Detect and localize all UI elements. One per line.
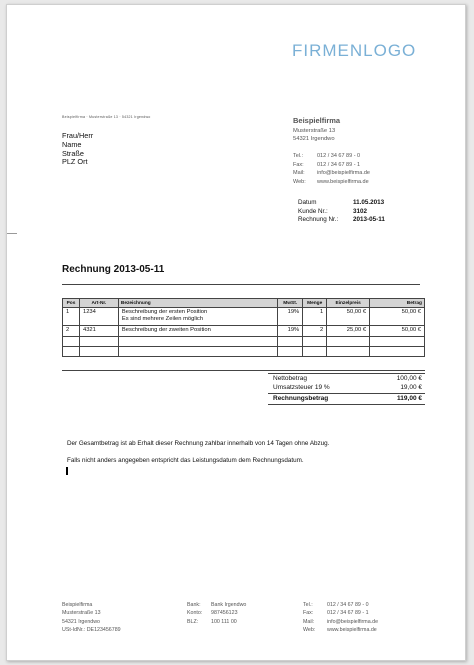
- sender-return-line: Beispielfirma · Musterstraße 13 · 54321 Irgendwo: [62, 115, 151, 119]
- sums-mid-divider: [268, 393, 425, 394]
- footer-web: Web: www.beispielfirma.de: [303, 627, 377, 634]
- footer-company-name: Beispielfirma: [62, 602, 93, 608]
- cell-pos: 1: [63, 308, 80, 326]
- fold-mark: [7, 233, 17, 234]
- recipient-name: Name: [62, 139, 82, 149]
- recipient-street: Straße: [62, 148, 84, 158]
- table-bottom-divider: [62, 370, 425, 371]
- sums-top-divider: [268, 373, 425, 374]
- footer-mail: Mail: info@beispielfirma.de: [303, 618, 379, 625]
- total-label: Rechnungsbetrag: [273, 395, 329, 402]
- company-address: [293, 127, 335, 143]
- payment-terms-note: Der Gesamtbetrag ist ab Erhalt dieser Rechnung zahlbar innerhalb von 14 Tagen ohne Abzug.: [67, 440, 330, 447]
- meta-customer-no: Kunde Nr.: 3102: [298, 207, 368, 215]
- cell-vat: 19%: [278, 326, 303, 337]
- header-quantity: Menge: [303, 299, 327, 308]
- service-date-note: Falls nicht anders angegeben entspricht das Leistungsdatum dem Rechnungsdatum.: [67, 457, 304, 464]
- footer-blz: BLZ: 100 111 00: [187, 618, 237, 625]
- company-street: Musterstraße 13: [293, 128, 336, 134]
- invoice-meta: [298, 199, 385, 225]
- net-amount-value: 100,00 €: [396, 375, 422, 382]
- cell-amount: 50,00 €: [370, 326, 425, 337]
- footer-company-city: 54321 Irgendwo: [62, 618, 100, 625]
- net-amount-label: Nettobetrag: [273, 375, 307, 382]
- header-amount: Betrag: [370, 299, 425, 308]
- footer-company-street: Musterstraße 13: [62, 610, 101, 617]
- recipient-salutation: Frau/Herr: [62, 131, 94, 140]
- cell-quantity: 1: [303, 308, 327, 326]
- company-name: Beispielfirma: [293, 116, 341, 125]
- line-items-table: [62, 298, 425, 357]
- table-row-empty: [63, 337, 425, 347]
- vat-label: Umsatzsteuer 19 %: [273, 384, 330, 391]
- recipient-city: PLZ Ort: [62, 157, 88, 167]
- invoice-title: Rechnung 2013-05-11: [62, 264, 165, 275]
- cell-unit-price: 25,00 €: [327, 326, 370, 337]
- total-row: [273, 395, 425, 402]
- table-row-empty: [63, 347, 425, 357]
- net-amount-row: [273, 375, 425, 382]
- title-divider: [62, 284, 420, 285]
- text-cursor: [66, 467, 68, 475]
- contact-web: Web: www.beispielfirma.de: [293, 178, 369, 185]
- cell-description: Beschreibung der ersten Position Es sind mehrere Zeilen möglich: [118, 308, 277, 326]
- footer-company: [62, 601, 121, 635]
- sums-bottom-divider: [268, 404, 425, 405]
- footer-account: Konto: 987456123: [187, 610, 238, 617]
- company-logo: FIRMENLOGO: [292, 41, 417, 60]
- footer-bank-name: Bank: Bank Irgendwo: [187, 602, 247, 608]
- meta-invoice-no: Rechnung Nr.: 2013-05-11: [298, 216, 385, 223]
- table-row: [63, 308, 425, 326]
- footer-fax: Fax: 012 / 34 67 89 - 1: [303, 610, 369, 617]
- cell-vat: 19%: [278, 308, 303, 326]
- footer-bank: [187, 601, 246, 626]
- total-value: 119,00 €: [397, 395, 422, 402]
- cell-amount: 50,00 €: [370, 308, 425, 326]
- header-vat: MwSt.: [278, 299, 303, 308]
- contact-fax: Fax: 012 / 34 67 89 - 1: [293, 161, 361, 168]
- invoice-page: [6, 4, 466, 661]
- header-unit-price: Einzelpreis: [327, 299, 370, 308]
- cell-description: Beschreibung der zweiten Position: [118, 326, 277, 337]
- contact-tel: Tel.: 012 / 34 67 89 - 0: [293, 153, 361, 159]
- recipient-address: [62, 132, 93, 167]
- header-description: Bezeichnung: [118, 299, 277, 308]
- company-city: 54321 Irgendwo: [293, 136, 335, 142]
- cell-quantity: 2: [303, 326, 327, 337]
- footer-tel: Tel.: 012 / 34 67 89 - 0: [303, 602, 369, 608]
- footer-vat-id: USt-IdNr.: DE123456789: [62, 627, 121, 634]
- footer-contact: [303, 601, 378, 635]
- cell-art-nr: 4321: [79, 326, 118, 337]
- vat-row: [273, 384, 425, 391]
- cell-pos: 2: [63, 326, 80, 337]
- table-header-row: [63, 299, 425, 308]
- header-pos: Pos: [63, 299, 80, 308]
- header-art-nr: Art-Nr.: [79, 299, 118, 308]
- meta-date: Datum 11.05.2013: [298, 199, 385, 206]
- company-contact: [293, 152, 370, 186]
- vat-value: 19,00 €: [400, 384, 422, 391]
- cell-art-nr: 1234: [79, 308, 118, 326]
- cell-unit-price: 50,00 €: [327, 308, 370, 326]
- contact-mail: Mail: info@beispielfirma.de: [293, 170, 370, 176]
- table-row: [63, 326, 425, 337]
